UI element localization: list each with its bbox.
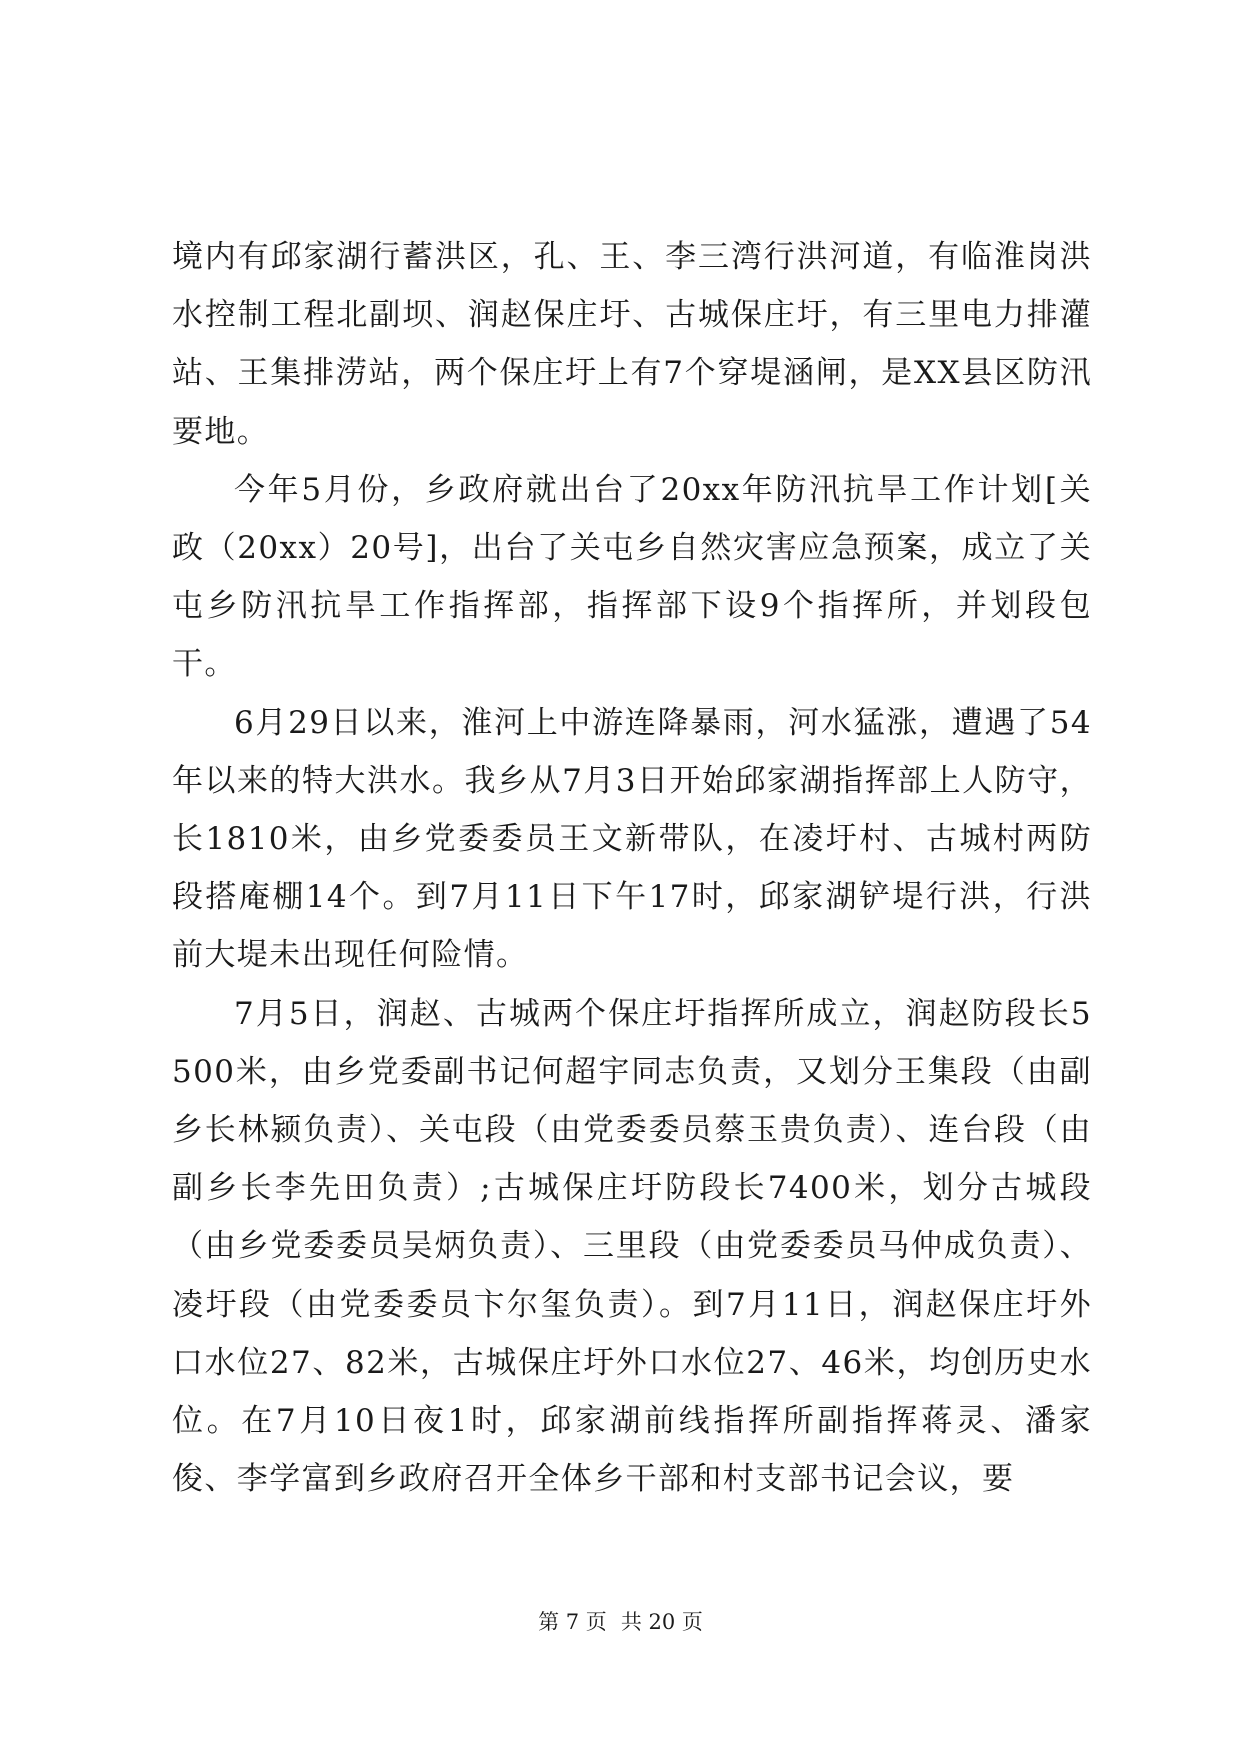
- page-total: 共 20 页: [620, 1610, 703, 1634]
- paragraph: 今年5月份，乡政府就出台了20xx年防汛抗旱工作计划[关政（20xx）20号]，出台了关屯乡自然灾害应急预案，成立了关屯乡防汛抗旱工作指挥部，指挥部下设9个指挥所，并划段包干。: [172, 471, 1092, 683]
- page-footer: [0, 1608, 1241, 1636]
- paragraph: 境内有邱家湖行蓄洪区，孔、王、李三湾行洪河道，有临淮岗洪水控制工程北副坝、润赵保庄圩、古城保庄圩，有三里电力排灌站、王集排涝站，两个保庄圩上有7个穿堤涵闸，是XX县区防汛要地。: [172, 239, 1092, 450]
- paragraph: 7月5日，润赵、古城两个保庄圩指挥所成立，润赵防段长5500米，由乡党委副书记何超宇同志负责，又划分王集段（由副乡长林颍负责）、关屯段（由党委委员蔡玉贵负责）、连台段（由副乡长李先田负责）;古城保庄圩防段长7400米，划分古城段（由乡党委委员吴炳负责）、三里段（由党委委员马仲成负责）、凌圩段（由党委委员卞尔玺负责）。到7月11日，润赵保庄圩外口水位27、82米，古城保庄圩外口水位27、46米，均创历史水位。在7月10日夜1时，邱家湖前线指挥所副指挥蒋灵、潘家俊、李学富到乡政府召开全体乡干部和村支部书记会议，要: [172, 995, 1092, 1498]
- paragraph: 6月29日以来，淮河上中游连降暴雨，河水猛涨，遭遇了54年以来的特大洪水。我乡从7月3日开始邱家湖指挥部上人防守，长1810米，由乡党委委员王文新带队，在凌圩村、古城村两防段搭庵棚14个。到7月11日下午17时，邱家湖铲堤行洪，行洪前大堤未出现任何险情。: [172, 704, 1092, 974]
- page-number: 第 7 页: [538, 1610, 607, 1634]
- document-body: [172, 228, 1092, 1508]
